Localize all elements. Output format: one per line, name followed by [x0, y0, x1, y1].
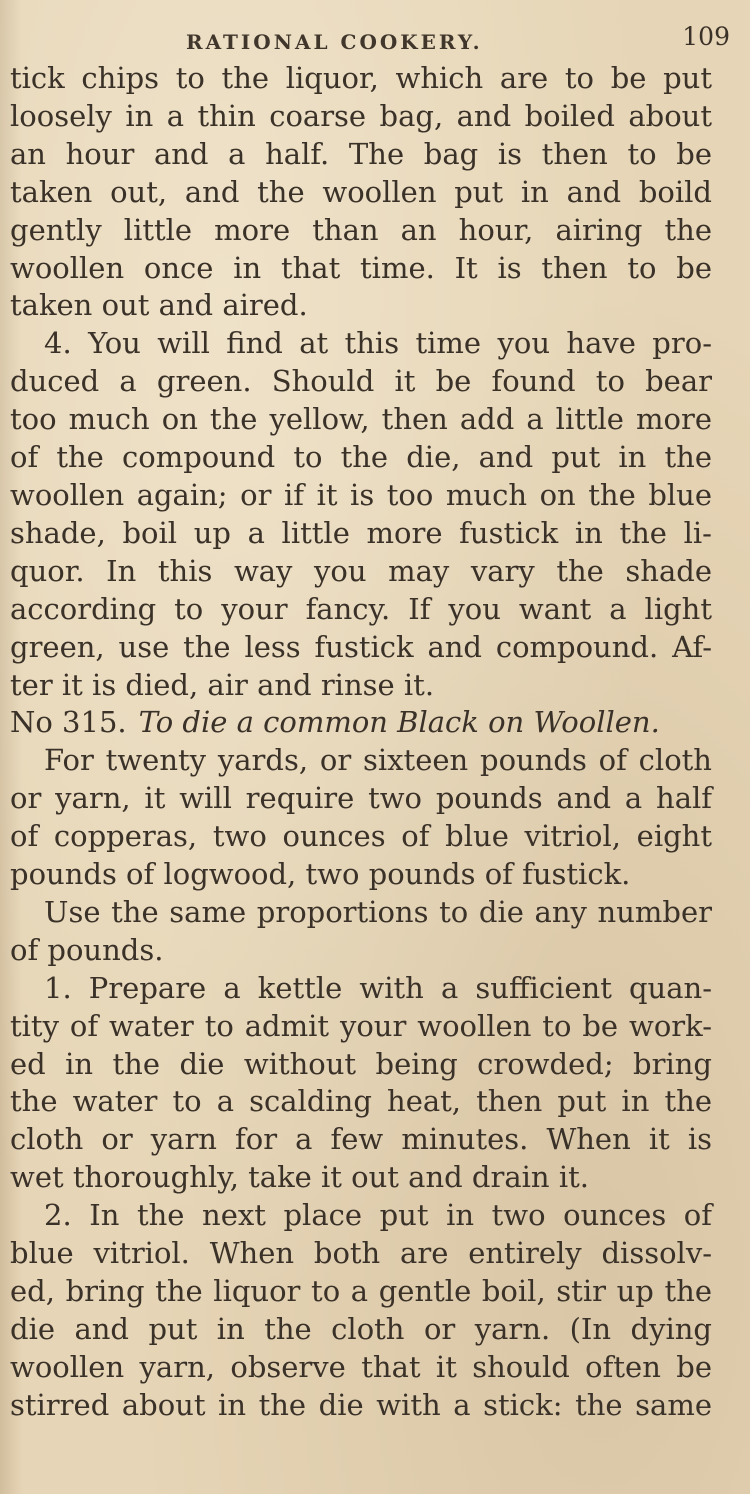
text-line: ed in the die without being crowded; bring: [10, 1046, 712, 1081]
text-line: 2. In the next place put in two ounces of: [44, 1198, 712, 1233]
text-line: ter it is died, air and rinse it.: [10, 667, 435, 702]
body-text: [10, 60, 712, 1425]
text-line: pounds of logwood, two pounds of fustick.: [10, 857, 631, 892]
recipe-number: No 315.: [10, 705, 127, 740]
text-line: duced a green. Should it be found to bear: [10, 364, 712, 399]
running-head: RATIONAL COOKERY.: [186, 30, 483, 54]
page-number: 109: [682, 22, 730, 51]
text-line: too much on the yellow, then add a little more: [10, 402, 712, 437]
text-line: 1. Prepare a kettle with a sufficient quan-: [44, 970, 712, 1005]
text-line: shade, boil up a little more fustick in the li-: [10, 515, 712, 550]
recipe-heading: [10, 704, 712, 742]
text-line: loosely in a thin coarse bag, and boiled about: [10, 98, 712, 133]
text-line: the water to a scalding heat, then put in the: [10, 1084, 712, 1119]
text-line: Use the same proportions to die any number: [44, 894, 712, 929]
text-line: green, use the less fustick and compound. Af-: [10, 629, 712, 664]
text-line: taken out, and the woollen put in and boild: [10, 174, 712, 209]
text-line: blue vitriol. When both are entirely dissolv-: [10, 1236, 712, 1271]
text-line: ed, bring the liquor to a gentle boil, stir up the: [10, 1274, 712, 1308]
text-block-dye-black: [10, 742, 712, 1424]
text-line: tick chips to the liquor, which are to be put: [10, 61, 712, 95]
text-line: of copperas, two ounces of blue vitriol, eight: [10, 819, 712, 854]
text-line: For twenty yards, or sixteen pounds of cloth: [44, 743, 712, 778]
page-header: [10, 18, 730, 60]
text-line: taken out and aired.: [10, 288, 308, 323]
text-line: woollen once in that time. It is then to be: [10, 250, 712, 285]
text-line: gently little more than an hour, airing the: [10, 212, 712, 247]
text-block-dye-green: [10, 60, 712, 704]
text-line: woollen yarn, observe that it should often be: [10, 1349, 712, 1384]
recipe-title: To die a common Black on Woollen.: [138, 705, 660, 740]
text-line: quor. In this way you may vary the shade: [10, 553, 712, 588]
text-line: cloth or yarn for a few minutes. When it is: [10, 1122, 712, 1157]
text-line: wet thoroughly, take it out and drain it.: [10, 1160, 589, 1195]
text-line: of pounds.: [10, 932, 164, 967]
text-line: or yarn, it will require two pounds and a half: [10, 781, 712, 816]
text-line: tity of water to admit your woollen to be work-: [10, 1008, 712, 1043]
text-line: according to your fancy. If you want a light: [10, 591, 712, 626]
text-line: woollen again; or if it is too much on the blue: [10, 477, 712, 512]
text-line: 4. You will find at this time you have pro-: [44, 326, 712, 361]
text-line: die and put in the cloth or yarn. (In dying: [10, 1311, 712, 1346]
text-line: an hour and a half. The bag is then to be: [10, 136, 712, 171]
text-line: stirred about in the die with a stick: the same: [10, 1387, 712, 1422]
text-line: of the compound to the die, and put in the: [10, 440, 712, 475]
